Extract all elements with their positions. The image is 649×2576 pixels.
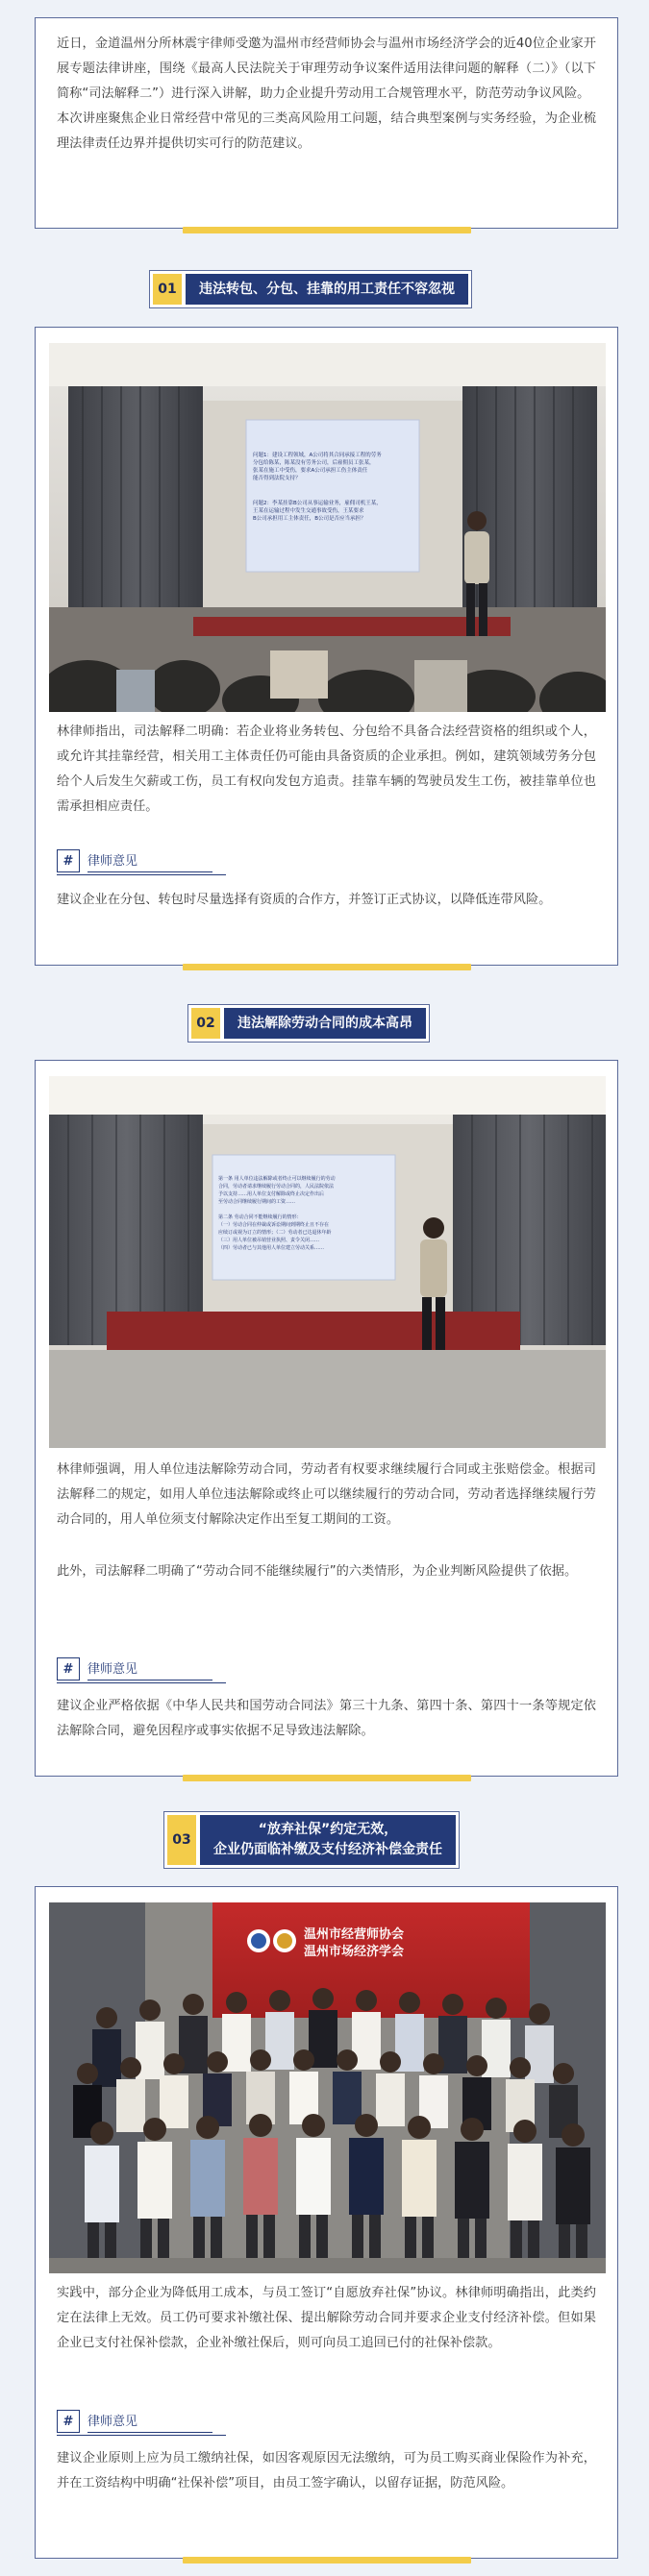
section-3-header (163, 1811, 460, 1869)
section-2-title (224, 1008, 426, 1039)
svg-text:温州市场经济学会: 温州市场经济学会 (304, 1945, 405, 1959)
section-3-number: 03 (167, 1815, 196, 1865)
svg-text:第一条 用人单位违法解除或者终止可以继续履行的劳动: 第一条 用人单位违法解除或者终止可以继续履行的劳动 (218, 1176, 336, 1182)
svg-text:张某在施工中受伤，要求A公司承担工伤主体责任: 张某在施工中受伤，要求A公司承担工伤主体责任 (253, 468, 368, 474)
advice-label: 律师意见 (87, 850, 212, 872)
section-3-title-line-1: “放弃社保”约定无效， (258, 1822, 398, 1837)
intro-card (35, 17, 618, 229)
card-accent-bar (183, 964, 471, 970)
section-1-title (186, 274, 468, 305)
card-accent-bar (183, 2557, 471, 2564)
section-3-body: 实践中，部分企业为降低用工成本，与员工签订“自愿放弃社保”协议。林律师明确指出，此类约定在法律上无效。员工仍可要求补缴社保、提出解除劳动合同并要求企业支付经济补偿。但如果企业已支付社保补偿款，企业补缴社保后，则可向员工追回已付的社保补偿款。 (57, 2286, 596, 2350)
section-1-body: 林律师指出，司法解释二明确：若企业将业务转包、分包给不具备合法经营资格的组织或个人，或允许其挂靠经营，相关用工主体责任仍可能由具备资质的企业承担。例如，建筑领域劳务分包给个人后发生欠薪或工伤，员工有权向发包方追责。挂靠车辆的驾驶员发生工伤，被挂靠单位也需承担相应责任。 (57, 724, 596, 814)
section-3-advice: 建议企业原则上应为员工缴纳社保，如因客观原因无法缴纳，可为员工购买商业保险作为补充，并在工资结构中明确“社保补偿”项目，由员工签字确认，以留存证据，防范风险。 (57, 2451, 596, 2490)
svg-text:合同，劳动者请求继续履行劳动合同的，人民法院依法: 合同，劳动者请求继续履行劳动合同的，人民法院依法 (218, 1184, 335, 1190)
card-accent-bar (183, 227, 471, 233)
lecture-photo-1 (49, 343, 606, 712)
intro-paragraph-2: 本次讲座聚焦企业日常经营中常见的三类高风险用工问题，结合典型案例与实务经验，为企业梳理法律责任边界并提供切实可行的防范建议。 (57, 111, 596, 151)
intro-paragraph-1: 近日，金道温州分所林震宇律师受邀为温州市经营师协会与温州市场经济学会的近40位企业家开展专题法律讲座，围绕《最高人民法院关于审理劳动争议案件适用法律问题的解释（二）》（以下简称“司法解释二”）进行深入讲解，助力企业提升劳动用工合规管理水平，防范劳动争议风险。 (57, 37, 596, 101)
svg-text:（四）劳动者已与其他用人单位建立劳动关系……: （四）劳动者已与其他用人单位建立劳动关系…… (218, 1245, 325, 1251)
svg-text:能否得到法院支持？: 能否得到法院支持？ (253, 476, 301, 481)
advice-label: 律师意见 (87, 1658, 212, 1681)
section-2-title-text: 违法解除劳动合同的成本高昂 (237, 1015, 412, 1031)
hash-icon: # (57, 849, 80, 872)
section-2-number: 02 (191, 1008, 220, 1039)
svg-text:（一）劳动合同在仲裁或诉讼期间到期终止且不存在: （一）劳动合同在仲裁或诉讼期间到期终止且不存在 (218, 1222, 330, 1228)
section-1-title-text: 违法转包、分包、挂靠的用工责任不容忽视 (199, 281, 455, 297)
section-2-advice: 建议企业严格依据《中华人民共和国劳动合同法》第三十九条、第四十条、第四十一条等规定依法解除合同，避免因程序或事实依据不足导致违法解除。 (57, 1699, 596, 1738)
section-2-card (35, 1060, 618, 1777)
group-photo (49, 1902, 606, 2273)
svg-text:温州市经营师协会: 温州市经营师协会 (304, 1927, 405, 1942)
svg-text:分包给陈某，陈某没有劳务公司，后雇佣员工张某，: 分包给陈某，陈某没有劳务公司，后雇佣员工张某， (253, 460, 375, 466)
lecture-photo-2 (49, 1076, 606, 1448)
svg-text:B公司承担用工主体责任，B公司是否应当承担？: B公司承担用工主体责任，B公司是否应当承担？ (253, 516, 366, 522)
svg-text:王某在运输过程中发生交通事故受伤，王某要求: 王某在运输过程中发生交通事故受伤，王某要求 (253, 508, 364, 514)
svg-text:第二条 劳动合同不能继续履行的情形：: 第二条 劳动合同不能继续履行的情形： (218, 1214, 302, 1220)
section-3-advice-tag (57, 2409, 212, 2434)
section-1-number: 01 (153, 274, 182, 305)
section-1-advice: 建议企业在分包、转包时尽量选择有资质的合作方，并签订正式协议，以降低连带风险。 (57, 893, 552, 907)
section-1-advice-tag (57, 848, 212, 873)
advice-label: 律师意见 (87, 2411, 212, 2433)
section-2-header (187, 1004, 430, 1043)
svg-text:予以支持……用人单位支付解除或终止决定作出后: 予以支持……用人单位支付解除或终止决定作出后 (218, 1191, 325, 1197)
card-accent-bar (183, 1775, 471, 1781)
section-3-card (35, 1886, 618, 2559)
section-2-advice-tag (57, 1656, 212, 1681)
svg-text:问题1：建设工程领域，A公司将其合同承接工程的劳务: 问题1：建设工程领域，A公司将其合同承接工程的劳务 (253, 453, 382, 458)
hash-icon: # (57, 1657, 80, 1681)
section-2-body-2: 此外，司法解释二明确了“劳动合同不能继续履行”的六类情形，为企业判断风险提供了依据。 (57, 1564, 578, 1579)
hash-icon: # (57, 2410, 80, 2433)
section-1-header (149, 270, 472, 308)
svg-text:至劳动合同继续履行期间的工资……: 至劳动合同继续履行期间的工资…… (218, 1199, 296, 1205)
svg-text:应续订或视为订立的情形；（二）劳动者已达退休年龄: 应续订或视为订立的情形；（二）劳动者已达退休年龄 (218, 1230, 332, 1236)
section-1-card (35, 327, 618, 966)
section-3-title-line-2: 企业仍面临补缴及支付经济补偿金责任 (213, 1842, 442, 1857)
svg-text:问题2：李某挂靠B公司从事运输业务，雇佣司机王某，: 问题2：李某挂靠B公司从事运输业务，雇佣司机王某， (253, 501, 382, 506)
section-2-body-1: 林律师强调，用人单位违法解除劳动合同，劳动者有权要求继续履行合同或主张赔偿金。根据司法解释二的规定，如用人单位违法解除或终止可以继续履行的劳动合同，劳动者选择继续履行劳动合同的，用人单位须支付解除决定作出至复工期间的工资。 (57, 1462, 596, 1527)
section-3-title (200, 1815, 456, 1865)
svg-text:（三）用人单位被吊销营业执照、责令关闭……: （三）用人单位被吊销营业执照、责令关闭…… (218, 1238, 320, 1243)
